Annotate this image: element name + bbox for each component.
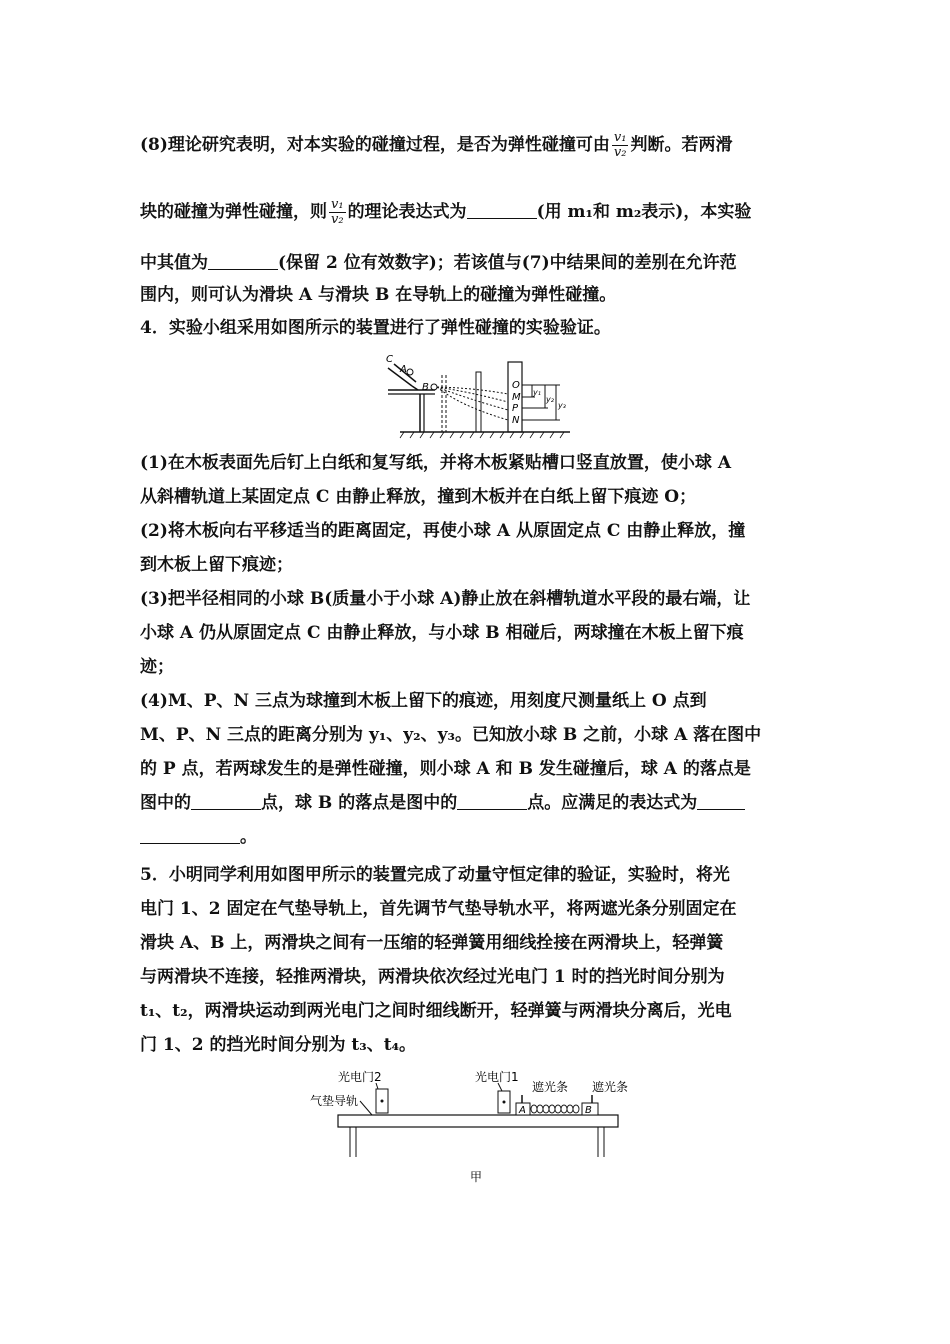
svg-text:A: A — [400, 364, 407, 375]
svg-text:A: A — [519, 1105, 526, 1116]
q4-step4-line2: M、P、N 三点的距离分别为 y₁、y₂、y₃。已知放小球 B 之前，小球 A 落在图中 — [140, 725, 762, 745]
q4-step4-line1: (4)M、P、N 三点为球撞到木板上留下的痕迹，用刻度尺测量纸上 O 点到 — [140, 691, 707, 711]
q4-step3-line2: 小球 A 仍从原固定点 C 由静止释放，与小球 B 相碰后，两球撞在木板上留下痕 — [140, 623, 744, 643]
svg-text:P: P — [512, 403, 519, 414]
svg-text:遮光条: 遮光条 — [592, 1080, 629, 1094]
q5-line-2: 电门 1、2 固定在气垫导轨上，首先调节气垫导轨水平，将两遮光条分别固定在 — [140, 899, 737, 919]
collision-apparatus-figure — [380, 350, 580, 440]
q5-line-6: 门 1、2 的挡光时间分别为 t₃、t₄。 — [140, 1035, 417, 1055]
svg-text:B: B — [585, 1105, 592, 1116]
answer-blank — [191, 791, 261, 810]
q4-step1-line2: 从斜槽轨道上某固定点 C 由静止释放，撞到木板并在白纸上留下痕迹 O； — [140, 487, 697, 507]
q5-line-5: t₁、t₂，两滑块运动到两光电门之间时细线断开，轻弹簧与两滑块分离后，光电 — [140, 1001, 732, 1021]
answer-blank — [467, 200, 537, 219]
answer-blank — [697, 791, 745, 810]
q3-line-3: 中其值为 (保留 2 位有效数字)；若该值与(7)中结果间的差别在允许范 — [140, 253, 737, 273]
svg-text:N: N — [512, 415, 520, 426]
q5-line-3: 滑块 A、B 上，两滑块之间有一压缩的轻弹簧用细线拴接在两滑块上，轻弹簧 — [140, 933, 724, 953]
svg-text:遮光条: 遮光条 — [532, 1080, 569, 1094]
q4-title: 4．实验小组采用如图所示的装置进行了弹性碰撞的实验验证。 — [140, 318, 611, 338]
svg-text:y₃: y₃ — [558, 401, 566, 410]
q4-step3-line3: 迹； — [140, 657, 174, 677]
q4-step1-line1: (1)在木板表面先后钉上白纸和复写纸，并将木板紧贴槽口竖直放置，使小球 A — [140, 453, 732, 473]
fraction-v1-v2: $\frac{\text{v₁}}{\text{v₂}}$ — [613, 130, 627, 160]
answer-blank — [208, 251, 278, 270]
q4-step4-line4: 图中的 点，球 B 的落点是图中的 点。应满足的表达式为 — [140, 788, 810, 818]
q4-step2-line2: 到木板上留下痕迹； — [140, 555, 293, 575]
q5-line-4: 与两滑块不连接，轻推两滑块，两滑块依次经过光电门 1 时的挡光时间分别为 — [140, 967, 725, 987]
svg-text:气垫导轨: 气垫导轨 — [310, 1094, 359, 1108]
answer-blank — [457, 791, 527, 810]
svg-text:O: O — [512, 380, 520, 391]
q4-step4-line5: 。 — [140, 822, 810, 852]
answer-blank — [140, 825, 240, 844]
fraction-v1-v2-b: $\frac{\text{v₁}}{\text{v₂}}$ — [331, 197, 344, 227]
q4-step2-line1: (2)将木板向右平移适当的距离固定，再使小球 A 从原固定点 C 由静止释放，撞 — [140, 521, 746, 541]
svg-text:B: B — [422, 382, 429, 393]
q3-line-1: (8)理论研究表明，对本实验的碰撞过程，是否为弹性碰撞可由 $\frac{\text{v₁}}{\text{v₂}}$ 判断。若两滑 — [140, 130, 733, 160]
svg-text:y₂: y₂ — [546, 395, 554, 404]
q5-line-1: 5．小明同学利用如图甲所示的装置完成了动量守恒定律的验证，实验时，将光 — [140, 865, 730, 885]
svg-text:M: M — [512, 392, 521, 403]
q3-line-4: 围内，则可认为滑块 A 与滑块 B 在导轨上的碰撞为弹性碰撞。 — [140, 285, 617, 305]
air-track-figure — [310, 1065, 630, 1185]
svg-text:y₁: y₁ — [533, 388, 541, 397]
svg-text:光电门1: 光电门1 — [475, 1070, 519, 1084]
q4-step4-line3: 的 P 点，若两球发生的是弹性碰撞，则小球 A 和 B 发生碰撞后，球 A 的落点是 — [140, 759, 751, 779]
svg-text:甲: 甲 — [470, 1170, 483, 1184]
q4-step3-line1: (3)把半径相同的小球 B(质量小于小球 A)静止放在斜槽轨道水平段的最右端，让 — [140, 589, 751, 609]
svg-text:光电门2: 光电门2 — [338, 1070, 382, 1084]
q3-line-2: 块的碰撞为弹性碰撞，则 $\frac{\text{v₁}}{\text{v₂}}$ 的理论表达式为 (用 m₁和 m₂表示)，本实验 — [140, 197, 752, 227]
svg-text:C: C — [386, 354, 393, 365]
